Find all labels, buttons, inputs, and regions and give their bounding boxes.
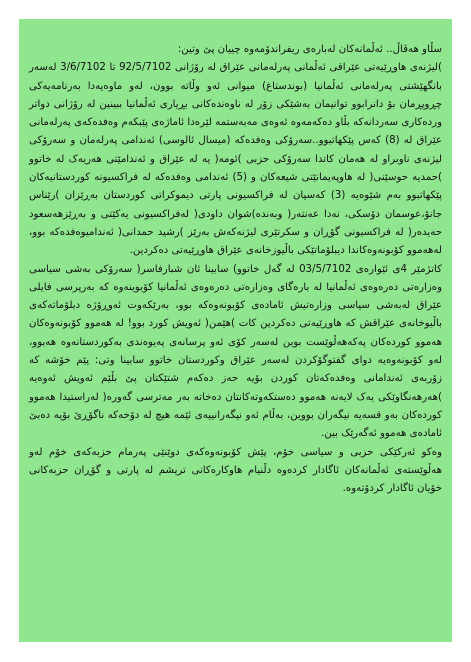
- greeting-paragraph: سڵاو هەڤاڵ.. ئەڵمانەکان لەبارەی ریفراندۆمەوە چییان پێ وتین:: [177, 44, 442, 55]
- meeting-paragraph: کاتژمێر 4ی ئێوارەی 03/5/7102 لە گەل خاتوو) سابینا ئان شبارفاسر( سەرۆکی بەشی سیاسی وەزارەتی دەرەوەی ئەڵمانیا لە بارەگای وەزارەتی دەرەوەی ئەڵمانیا کۆبوینەوە کە بەرپرسی فایلی عێراق لەبەشی سیاسی وزارەتیش ئامادەی کۆبونەوەکە بوو، بەرێکەوت ئەوڕۆژە دبلۆماتەکەی باڵیوخانەی عێراقش کە هاوڕێیەتی دەکردین کات )هێمن( ئەویش کورد بوو! لە هەموو کۆبونەوەکان هەموو کوردەکان پەکەهەڵوێست بوین لەسەر کۆی ئەو پرسانەی پەیوەندی بەکوردستانەوە هەبوو، لەو کۆبونەوەیە دوای گفتوگۆکردن لەسەر عێراق وکوردستان خاتوو سابینا وتی: پێم خۆشە کە زۆربەی ئەندامانی وەفدەکەتان کوردن بۆیە حەز دەکەم شتێکتان پێ بڵێم ئەویش ئەوەیە )هەرهەنگاوێکی یەک لایەنە هەموو دەستکەوتەکانتان دەخاتە بەر مەترسی گەورە( لەراستیدا هەموو کوردەکان بەو قسەیە نیگەران بووین، بەڵام ئەو نیگەرانییەی ئێمە هیچ لە دۆخەکە ناگۆڕێ بۆیە دەبێ ئامادەی هەموو ئەگەرێک بین.: [29, 263, 442, 440]
- closing-paragraph: وەکو ئەرکێکی حزبی و سیاسی خۆم، پێش کۆبونەوەکەی دوێنێی پەرمام حزبەکەی خۆم لەو هەڵوێستەی ئەڵمانەکان ئاگادار کردەوە دڵنیام هاوکارەکانی تریشم لە پارتی و گۆڕان حزبەکانی خۆیان ئاگادار کردۆتەوە.: [29, 446, 442, 495]
- delegation-paragraph: )لیژنەی هاوڕێیەتی عێراقی ئەڵمانی پەرلەمانی عێراق لە رۆژانی 92/5/7102 تا 3/6/7102 لەسەر بانگهێشتی پەرلەمانی ئەڵمانیا (بوندستاغ) میوانی ئەو وڵاتە بوون، لەو ماوەیەدا بەرنامەیەکی چڕوپڕمان بۆ دانرابوو توانیمان بەشێکی زۆر لە ناوەندەکانی بڕیاری ئەڵمانیا ببینین لە رۆژانی دواتر وردەکاری سەردانەکە بڵاو دەکەمەوە ئەوەی مەبەستمە لێرەدا ئاماژەی پێبکەم وەفدەکەی پەرلەمانی عێراق لە (8) کەس پێکهاتبوو..سەرۆکی وەفدەکە (میسال ئالوسی) ئەندامی پەرلەمان و سەرۆکی لیژنەی ناوبراو لە هەمان کاتدا سەرۆکی حزبی )ئومە( یە لە عێراق و ئەندامێتی هەریەک لە خاتوو )حمدیە حوسێنی( لە هاوپەیمانێتی شیعەکان و (5) ئەندامی وەفدەکە لە فراکسیونە کوردستانیەکان پێکهاتبوو بەم شێوەیە (3) کەسیان لە فراکسیونی پارتی دیموکراتی کوردستان بەڕێزان )رێناس جانۆ،عوسمان دۆسکی، نەدا عەنتەر( وبەندە)شوان داودی( لەفراکسیونی یەکێتی و بەڕێزهەسعود حەیدەر( لە فراکسیونی گۆڕان و سکرتێری لیژنەکەش بەرێز )رشید حمدانی( ئەندامیوەفدەکە بوو، لەهەموو کۆبونەوەکاندا دیبلۆماتێکی باڵیوزخانەی عێراق هاوڕێیەتی دەکردین.: [29, 62, 442, 257]
- document-page: [19, 19, 452, 642]
